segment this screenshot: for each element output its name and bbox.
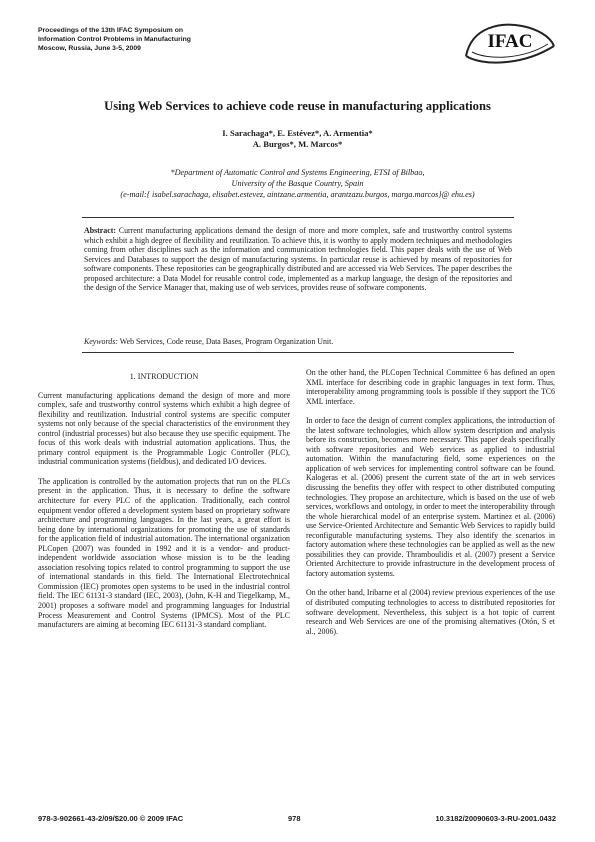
section-heading-introduction: 1. INTRODUCTION [129, 372, 199, 381]
proceedings-header [38, 26, 278, 53]
keywords-label: Keywords: [84, 337, 118, 346]
header-line-2: Information Control Problems in Manufacturing [38, 36, 191, 43]
left-column [38, 372, 290, 640]
keywords [84, 337, 512, 346]
footer-isbn: 978-3-902661-43-2/09/$20.00 © 2009 IFAC [38, 814, 184, 823]
affiliation [40, 167, 555, 200]
abstract-top-rule [82, 217, 514, 218]
abstract-label: Abstract: [84, 226, 116, 235]
ifac-logo [462, 16, 558, 70]
abstract [84, 226, 512, 293]
header-line-1: Proceedings of the 13th IFAC Symposium on [38, 27, 184, 34]
abstract-text: Current manufacturing applications demand the design of more and more complex, safe and trustworthy control systems which exhibit a high degree of flexibility and reutilization. To achieve this, it is worthy to apply modern techniques and methodologies coming from other disciplines such as the information and communication technologies field. This paper deals with the use of Web Services and Databases to support the design of manufacturing systems. In particular reuse is achieved by means of repositories for software components. These repositories can be geographically distributed and are accessed via Web Services. The paper describes the proposed architecture: a Data Model for reusable control code, implemented as a markup language, the design of the repositories and the design of the Service Manager that, making use of web services, provides reuse of software components. [84, 226, 512, 293]
header-line-3: Moscow, Russia, June 3-5, 2009 [38, 45, 141, 52]
abstract-bottom-rule [82, 352, 514, 353]
paragraph: On the other hand, the PLCopen Technical Committee 6 has defined an open XML interface for describing code in graphic languages in text form. Thus, interoperability among programming tools is possible if they support the TC6 XML interface. [306, 368, 555, 406]
affiliation-line-1: *Department of Automatic Control and Systems Engineering, ETSI of Bilbao, [170, 168, 425, 177]
affiliation-email: (e-mail:{ isabel.sarachaga, elisabet.estevez, aintzane.armentia, arantzazu.burgos, marga.marcos}@ ehu.es) [120, 190, 475, 199]
keywords-text: Web Services, Code reuse, Data Bases, Program Organization Unit. [119, 337, 334, 346]
logo-text: IFAC [487, 31, 533, 52]
paper-title: Using Web Services to achieve code reuse in manufacturing applications [104, 99, 491, 113]
affiliation-line-2: University of the Basque Country, Spain [231, 179, 364, 188]
page-footer [38, 814, 556, 826]
authors-line-2: A. Burgos*, M. Marcos* [252, 139, 343, 149]
page-number: 978 [288, 814, 301, 823]
footer-doi: 10.3182/20090603-3-RU-2001.0432 [435, 814, 556, 823]
right-column [306, 368, 555, 646]
paragraph: The application is controlled by the automation projects that run on the PLCs present in the application. Thus, it is necessary to define the software architecture for every PLC of the application. Traditionally, each control equipment vendor offered a development system based on proprietary software architecture and programming languages. In the last years, a great effort is being done by international organizations for promoting the use of standards for the application field of industrial automation. The international organization PLCopen (2007) was founded in 1992 and it is a vendor- and product-independent worldwide association whose mission is to be the leading association resolving topics related to control programming to support the use of international standards in this field. The International Electrotechnical Commission (IEC) promotes open systems to be used in the industrial control field. The IEC 61131-3 standard (IEC, 2003), (John, K-H and Tiegelkamp, M., 2001) proposes a software model and programming languages for Industrial Process Measurement and Control Systems (IPMCS). Most of the PLC manufacturers are aiming at becoming IEC 61131-3 standard compliant. [38, 476, 290, 630]
paragraph: In order to face the design of current complex applications, the introduction of the latest software technologies, which allow system description and analysis before its construction, becomes more necessary. This paper deals specifically with software repositories and Web services as applied to industrial automation. Within the manufacturing field, some experiences on the application of web services for implementing control software can be found. Kalogeras et al. (2006) present the current state of the art in web services discussing the benefits they offer with respect to other distributed computing technologies. They propose an architecture, which is based on the use of web services, workflows and ontology, in order to meet the interoperability through the whole hierarchical model of an enterprise system. Martinez et al. (2006) use Service-Oriented Architecture and Semantic Web Services to rapidly build reconfigurable manufacturing systems. They also identify the scenarios in factory automation where these technologies can be applied as well as the new possibilities they can provide. Thramboulidis et al. (2007) present a Service Oriented Architecture to provide infrastructure in the development process of factory automation systems. [306, 416, 555, 578]
authors [40, 128, 555, 150]
paragraph: On the other hand, Iribarne et al (2004) review previous experiences of the use of distributed computing technologies to access to distributed repositories for software development. Nevertheless, this subject is a hot topic of current research and Web Services are one of the promising alternatives (Otón, S et al., 2006). [306, 588, 555, 636]
authors-line-1: I. Sarachaga*, E. Estévez*, A. Armentia* [222, 128, 373, 138]
paragraph: Current manufacturing applications demand the design of more and more complex, safe and trustworthy control systems which exhibit a high degree of flexibility and reutilization. Industrial control systems are specific computer systems not only because of the special characteristics of the environment they control (industrial processes) but also because they use specific equipment. The focus of this work deals with industrial automation applications. Thus, the primary control equipment is the Programmable Logic Controller (PLC), industrial communication systems (fieldbus), and dedicated I/O devices. [38, 390, 290, 467]
